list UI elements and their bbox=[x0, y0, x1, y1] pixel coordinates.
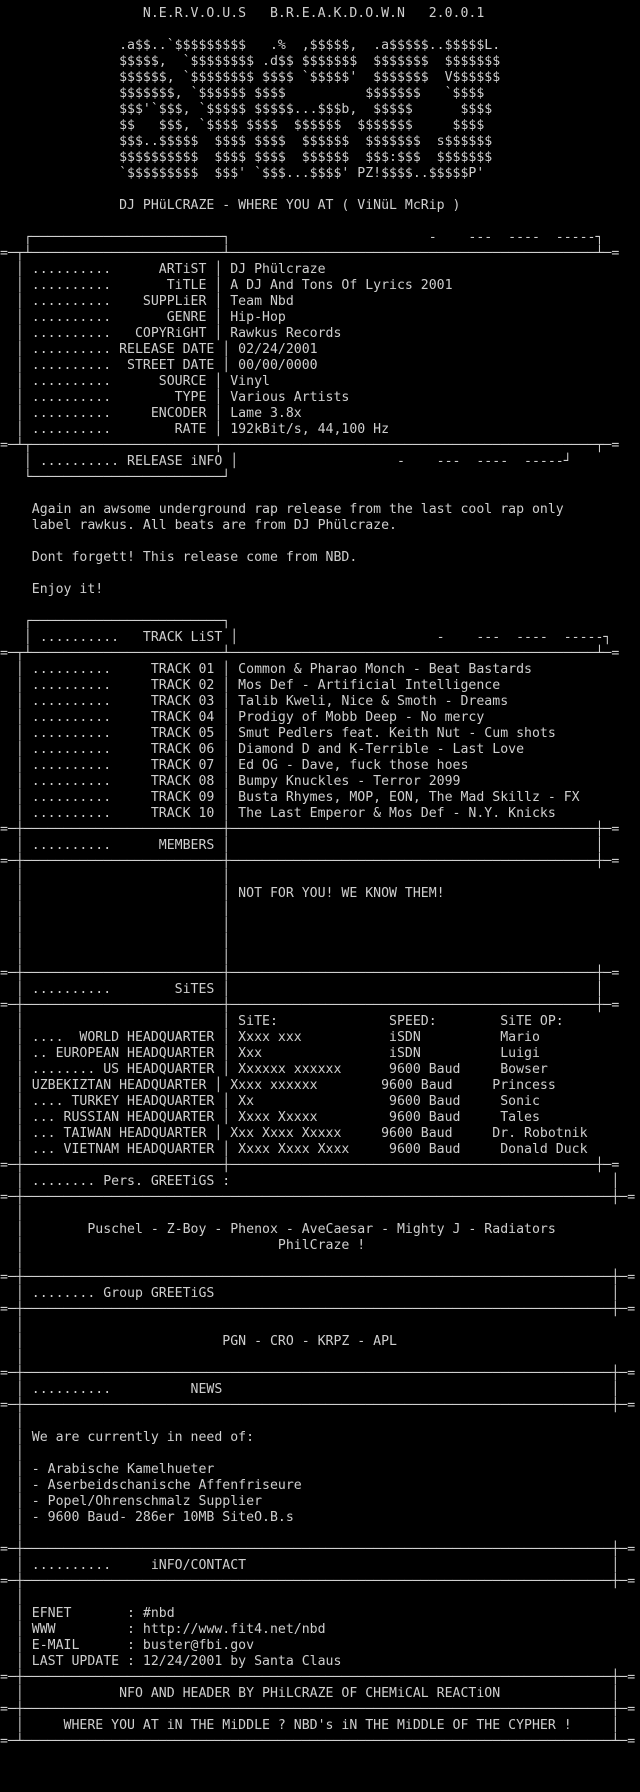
nfo-line: │ .......... TRACK 08 │ Bumpy Knuckles - Terror 2099 bbox=[0, 774, 461, 789]
nfo-line: =─┴┬───────────────────────┬───────────────────────────────────────────────┬─= bbox=[0, 438, 620, 453]
nfo-line bbox=[0, 182, 635, 198]
nfo-line: │ - 9600 Baud- 286er 10MB SiteO.B.s bbox=[0, 1510, 294, 1525]
nfo-text bbox=[0, 6, 635, 1750]
nfo-line: │ .......... TRACK 09 │ Busta Rhymes, MOP, EON, The Mad Skillz - FX bbox=[0, 790, 580, 805]
nfo-line: └────────────────────────┘ bbox=[0, 470, 231, 485]
nfo-line: │ Puschel - Z-Boy - Phenox - AveCaesar - Mighty J - Radiators bbox=[0, 1222, 556, 1237]
nfo-line: `$$$$$$$$$ $$$' `$$$...$$$$' PZ!$$$$..$$$$$P' bbox=[0, 166, 485, 181]
nfo-line: │ .......... TRACK 05 │ Smut Pedlers feat. Keith Nut - Cum shots bbox=[0, 726, 556, 741]
nfo-line: │ .......... TRACK 01 │ Common & Pharao Monch - Beat Bastards bbox=[0, 662, 532, 677]
nfo-line: │ │ SiTE: SPEED: SiTE OP: bbox=[0, 1014, 564, 1029]
nfo-line: =─┼──────────────────────────────────────────────────────────────────────────┼─= bbox=[0, 1270, 636, 1285]
nfo-line: =─┼─────────────────────────┼──────────────────────────────────────────────┼─= bbox=[0, 854, 620, 869]
nfo-line: =─┼──────────────────────────────────────────────────────────────────────────┼─= bbox=[0, 1702, 636, 1717]
nfo-line: │ .......... TRACK 04 │ Prodigy of Mobb Deep - No mercy bbox=[0, 710, 485, 725]
nfo-line: │ ... TAIWAN HEADQUARTER │ Xxx Xxxx Xxxxx 9600 Baud Dr. Robotnik bbox=[0, 1126, 588, 1141]
nfo-line: │ .......... TYPE │ Various Artists bbox=[0, 390, 350, 405]
nfo-line: $$$$$$, `$$$$$$$$ $$$$ `$$$$$' $$$$$$$ V$$$$$$ bbox=[0, 70, 501, 85]
nfo-line: Again an awsome underground rap release from the last cool rap only bbox=[0, 502, 564, 517]
nfo-line: │ .......... ARTiST │ DJ Phülcraze bbox=[0, 262, 326, 277]
nfo-line: │ .......... GENRE │ Hip-Hop bbox=[0, 310, 286, 325]
nfo-line: │ We are currently in need of: bbox=[0, 1430, 255, 1445]
nfo-line: =─┼──────────────────────────────────────────────────────────────────────────┼─= bbox=[0, 1190, 636, 1205]
nfo-line bbox=[0, 566, 635, 582]
nfo-line: =─┬┴────────────────────────┴──────────────────────────────────────────────┴─= bbox=[0, 646, 620, 661]
nfo-line: =─┼─────────────────────────┼──────────────────────────────────────────────┼─= bbox=[0, 1158, 620, 1173]
nfo-line: =─┼──────────────────────────────────────────────────────────────────────────┼─= bbox=[0, 1574, 636, 1589]
nfo-line: │ │ bbox=[0, 918, 231, 933]
nfo-line: $$$$$$$, `$$$$$$ $$$$ $$$$$$$ `$$$$ bbox=[0, 86, 485, 101]
nfo-line: │ .. EUROPEAN HEADQUARTER │ Xxx iSDN Luigi bbox=[0, 1046, 540, 1061]
nfo-line: │ .......... TRACK LiST │ - --- ---- -----┐ bbox=[0, 630, 612, 645]
nfo-line: │ .......... TiTLE │ A DJ And Tons Of Lyrics 2001 bbox=[0, 278, 453, 293]
nfo-line: │ .......... STREET DATE │ 00/00/0000 bbox=[0, 358, 318, 373]
nfo-line: │ .......... NEWS │ bbox=[0, 1382, 620, 1397]
nfo-line: =─┼──────────────────────────────────────────────────────────────────────────┼─= bbox=[0, 1670, 636, 1685]
nfo-line bbox=[0, 534, 635, 550]
nfo-line: Enjoy it! bbox=[0, 582, 104, 597]
nfo-line: │ ... RUSSIAN HEADQUARTER │ Xxxx Xxxxx 9600 Baud Tales bbox=[0, 1110, 540, 1125]
nfo-line: │ - Popel/Ohrenschmalz Supplier bbox=[0, 1494, 263, 1509]
nfo-line: │ UZBEKIZTAN HEADQUARTER │ Xxxx xxxxxx 9600 Baud Princess bbox=[0, 1078, 556, 1093]
nfo-line: │ .......... TRACK 03 │ Talib Kweli, Nice & Smoth - Dreams bbox=[0, 694, 509, 709]
nfo-line: │ .......... RATE │ 192kBit/s, 44,100 Hz bbox=[0, 422, 390, 437]
nfo-line: =─┼──────────────────────────────────────────────────────────────────────────┼─= bbox=[0, 1542, 636, 1557]
nfo-line: N.E.R.V.O.U.S B.R.E.A.K.D.O.W.N 2.0.0.1 bbox=[0, 6, 485, 21]
nfo-line: │ bbox=[0, 1590, 24, 1605]
nfo-line: =─┼──────────────────────────────────────────────────────────────────────────┼─= bbox=[0, 1366, 636, 1381]
nfo-line: │ .......... TRACK 10 │ The Last Emperor & Mos Def - N.Y. Knicks bbox=[0, 806, 556, 821]
nfo-line: │ .......... TRACK 07 │ Ed OG - Dave, fuck those hoes bbox=[0, 758, 469, 773]
nfo-line: │ LAST UPDATE : 12/24/2001 by Santa Claus bbox=[0, 1654, 342, 1669]
nfo-line bbox=[0, 598, 635, 614]
nfo-line: │ - Arabische Kamelhueter bbox=[0, 1462, 215, 1477]
nfo-line: │ - Aserbeidschanische Affenfriseure bbox=[0, 1478, 302, 1493]
nfo-line: │ ........ Group GREETiGS │ bbox=[0, 1286, 620, 1301]
nfo-line: Dont forgett! This release come from NBD. bbox=[0, 550, 358, 565]
nfo-line: │ .......... SUPPLiER │ Team Nbd bbox=[0, 294, 294, 309]
nfo-line: │ .... TURKEY HEADQUARTER │ Xx 9600 Baud Sonic bbox=[0, 1094, 540, 1109]
nfo-line: │ bbox=[0, 1414, 24, 1429]
nfo-line: │ │ bbox=[0, 950, 231, 965]
nfo-line: │ bbox=[0, 1446, 24, 1461]
nfo-line: │ NFO AND HEADER BY PHiLCRAZE OF CHEMiCAL REACTiON │ bbox=[0, 1686, 620, 1701]
nfo-line: │ │ NOT FOR YOU! WE KNOW THEM! bbox=[0, 886, 445, 901]
nfo-line: │ E-MAIL : buster@fbi.gov bbox=[0, 1638, 255, 1653]
nfo-line: $$$..$$$$$ $$$$ $$$$ $$$$$$ $$$$$$$ s$$$$$$ bbox=[0, 134, 493, 149]
nfo-line: label rawkus. All beats are from DJ Phülcraze. bbox=[0, 518, 397, 533]
nfo-line: │ .......... SOURCE │ Vinyl bbox=[0, 374, 270, 389]
nfo-line: ┌────────────────────────┐ - --- ---- -----┐ bbox=[0, 230, 604, 245]
nfo-line: =─┬┴────────────────────────┴──────────────────────────────────────────────┴─= bbox=[0, 246, 620, 261]
nfo-line: │ ........ US HEADQUARTER │ Xxxxxx xxxxxx 9600 Baud Bowser bbox=[0, 1062, 548, 1077]
nfo-line: │ PhilCraze ! bbox=[0, 1238, 366, 1253]
nfo-line: │ bbox=[0, 1254, 24, 1269]
nfo-line bbox=[0, 214, 635, 230]
nfo-line: │ │ bbox=[0, 902, 231, 917]
nfo-line: =─┼──────────────────────────────────────────────────────────────────────────┼─= bbox=[0, 1302, 636, 1317]
nfo-line: │ .......... COPYRiGHT │ Rawkus Records bbox=[0, 326, 342, 341]
nfo-line: =─┼─────────────────────────┼──────────────────────────────────────────────┼─= bbox=[0, 998, 620, 1013]
nfo-line: ┌────────────────────────┐ bbox=[0, 614, 231, 629]
nfo-line: │ bbox=[0, 1350, 24, 1365]
nfo-line: │ │ bbox=[0, 934, 231, 949]
nfo-line bbox=[0, 22, 635, 38]
nfo-line: │ bbox=[0, 1318, 24, 1333]
nfo-line: │ EFNET : #nbd bbox=[0, 1606, 175, 1621]
nfo-line: │ .......... RELEASE iNFO │ - --- ---- -----┘ bbox=[0, 454, 572, 469]
nfo-line: │ ........ Pers. GREETiGS : │ bbox=[0, 1174, 620, 1189]
nfo-line bbox=[0, 486, 635, 502]
nfo-line: DJ PHüLCRAZE - WHERE YOU AT ( ViNüL McRip ) bbox=[0, 198, 461, 213]
nfo-line: │ .......... ENCODER │ Lame 3.8x bbox=[0, 406, 302, 421]
nfo-line: .a$$..`$$$$$$$$$ .% ,$$$$$, .a$$$$$..$$$$$L. bbox=[0, 38, 501, 53]
nfo-line: $$$$$, `$$$$$$$$ .d$$ $$$$$$$ $$$$$$$ $$$$$$$ bbox=[0, 54, 501, 69]
nfo-line: │ bbox=[0, 1526, 24, 1541]
nfo-line: $$ $$$, `$$$$ $$$$ $$$$$$ $$$$$$$ $$$$ bbox=[0, 118, 485, 133]
nfo-line: │ PGN - CRO - KRPZ - APL bbox=[0, 1334, 397, 1349]
nfo-line: =─┼──────────────────────────────────────────────────────────────────────────┼─= bbox=[0, 1398, 636, 1413]
nfo-line: │ .... WORLD HEADQUARTER │ Xxxx xxx iSDN Mario bbox=[0, 1030, 540, 1045]
nfo-line: │ .......... MEMBERS │ │ bbox=[0, 838, 604, 853]
nfo-line: │ .......... iNFO/CONTACT │ bbox=[0, 1558, 620, 1573]
nfo-line: │ ... VIETNAM HEADQUARTER │ Xxxx Xxxx Xxxx 9600 Baud Donald Duck bbox=[0, 1142, 588, 1157]
nfo-line: $$$'`$$$, `$$$$$ $$$$$...$$$b, $$$$$ $$$$ bbox=[0, 102, 493, 117]
nfo-line: =─┴──────────────────────────────────────────────────────────────────────────┴─= bbox=[0, 1734, 636, 1749]
nfo-line: =─┼─────────────────────────┼──────────────────────────────────────────────┼─= bbox=[0, 966, 620, 981]
nfo-line: │ WHERE YOU AT iN THE MiDDLE ? NBD's iN THE MiDDLE OF THE CYPHER ! │ bbox=[0, 1718, 620, 1733]
nfo-line: │ bbox=[0, 1206, 24, 1221]
nfo-line: │ .......... RELEASE DATE │ 02/24/2001 bbox=[0, 342, 318, 357]
nfo-line: │ .......... TRACK 02 │ Mos Def - Artificial Intelligence bbox=[0, 678, 501, 693]
nfo-line: │ │ bbox=[0, 870, 231, 885]
nfo-line: │ .......... TRACK 06 │ Diamond D and K-Terrible - Last Love bbox=[0, 742, 525, 757]
nfo-line: │ .......... SiTES │ │ bbox=[0, 982, 604, 997]
nfo-line: $$$$$$$$$$ $$$$ $$$$ $$$$$$ $$$:$$$ $$$$$$$ bbox=[0, 150, 493, 165]
nfo-line: │ WWW : http://www.fit4.net/nbd bbox=[0, 1622, 326, 1637]
nfo-line: =─┼─────────────────────────┼──────────────────────────────────────────────┼─= bbox=[0, 822, 620, 837]
